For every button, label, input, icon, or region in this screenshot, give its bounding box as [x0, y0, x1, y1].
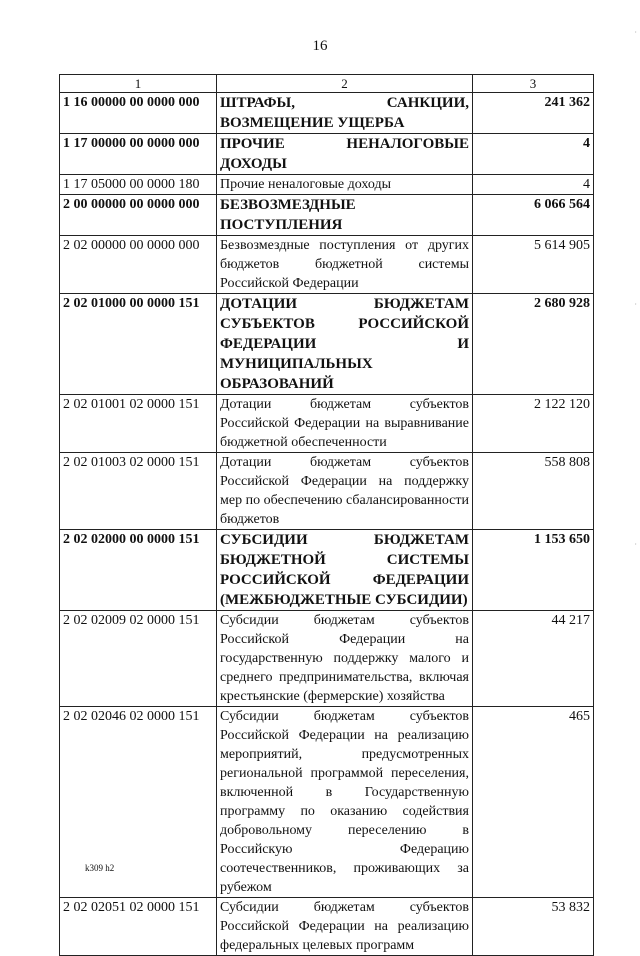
- table-row: [60, 294, 594, 395]
- table-row: [60, 175, 594, 195]
- row-code: 2 02 02051 02 0000 151: [60, 898, 217, 956]
- row-name: Дотации бюджетам субъектов Российской Федерации на поддержку мер по обеспечению сбалансированности бюджетов: [217, 453, 473, 530]
- table-row: [60, 395, 594, 453]
- row-name: Субсидии бюджетам субъектов Российской Федерации на государственную поддержку малого и среднего предпринимательства, включая крестьянские (фермерские) хозяйства: [217, 611, 473, 707]
- row-amount: 44 217: [473, 611, 594, 707]
- row-amount: 4: [473, 175, 594, 195]
- column-header-name: 2: [217, 75, 473, 93]
- row-code: 2 02 00000 00 0000 000: [60, 236, 217, 294]
- margin-mark: ·: [634, 28, 637, 37]
- margin-mark: ·: [634, 540, 637, 549]
- row-amount: 241 362: [473, 93, 594, 134]
- row-amount: 2 680 928: [473, 294, 594, 395]
- row-amount: 2 122 120: [473, 395, 594, 453]
- row-code: 2 02 01001 02 0000 151: [60, 395, 217, 453]
- row-code: 2 02 01000 00 0000 151: [60, 294, 217, 395]
- row-amount: 4: [473, 134, 594, 175]
- row-code: 2 02 01003 02 0000 151: [60, 453, 217, 530]
- row-code: 2 00 00000 00 0000 000: [60, 195, 217, 236]
- column-header-amount: 3: [473, 75, 594, 93]
- table-row: [60, 236, 594, 294]
- budget-table: [59, 74, 594, 956]
- row-name: Субсидии бюджетам субъектов Российской Федерации на реализацию федеральных целевых программ: [217, 898, 473, 956]
- row-name: Дотации бюджетам субъектов Российской Федерации на выравнивание бюджетной обеспеченности: [217, 395, 473, 453]
- row-code: 2 02 02009 02 0000 151: [60, 611, 217, 707]
- table-row: [60, 93, 594, 134]
- table-body: [60, 93, 594, 956]
- margin-mark: ·: [634, 300, 637, 309]
- table-row: [60, 707, 594, 898]
- row-name: БЕЗВОЗМЕЗДНЫЕ ПОСТУПЛЕНИЯ: [217, 195, 473, 236]
- row-name: ШТРАФЫ, САНКЦИИ, ВОЗМЕЩЕНИЕ УЩЕРБА: [217, 93, 473, 134]
- table-header-row: [60, 75, 594, 93]
- row-name: Безвозмездные поступления от других бюджетов бюджетной системы Российской Федерации: [217, 236, 473, 294]
- table-row: [60, 453, 594, 530]
- row-name: Субсидии бюджетам субъектов Российской Федерации на реализацию мероприятий, предусмотренных региональной программой переселения, включенной в Государственную программу по оказанию содействия добровольному переселению в Российскую Федерацию соотечественников, проживающих за рубежом: [217, 707, 473, 898]
- table-row: [60, 611, 594, 707]
- footer-code: k309 h2: [85, 863, 115, 873]
- row-name: СУБСИДИИ БЮДЖЕТАМ БЮДЖЕТНОЙ СИСТЕМЫ РОССИЙСКОЙ ФЕДЕРАЦИИ (МЕЖБЮДЖЕТНЫЕ СУБСИДИИ): [217, 530, 473, 611]
- row-code: 2 02 02046 02 0000 151: [60, 707, 217, 898]
- table-row: [60, 195, 594, 236]
- row-amount: 6 066 564: [473, 195, 594, 236]
- row-amount: 53 832: [473, 898, 594, 956]
- row-amount: 1 153 650: [473, 530, 594, 611]
- row-amount: 558 808: [473, 453, 594, 530]
- row-amount: 465: [473, 707, 594, 898]
- row-code: 2 02 02000 00 0000 151: [60, 530, 217, 611]
- row-name: ДОТАЦИИ БЮДЖЕТАМ СУБЪЕКТОВ РОССИЙСКОЙ ФЕДЕРАЦИИ И МУНИЦИПАЛЬНЫХ ОБРАЗОВАНИЙ: [217, 294, 473, 395]
- table-row: [60, 898, 594, 956]
- table-row: [60, 134, 594, 175]
- row-code: 1 17 05000 00 0000 180: [60, 175, 217, 195]
- row-code: 1 17 00000 00 0000 000: [60, 134, 217, 175]
- row-amount: 5 614 905: [473, 236, 594, 294]
- row-name: Прочие неналоговые доходы: [217, 175, 473, 195]
- row-code: 1 16 00000 00 0000 000: [60, 93, 217, 134]
- page-number: 16: [312, 38, 328, 54]
- table-row: [60, 530, 594, 611]
- column-header-code: 1: [60, 75, 217, 93]
- row-name: ПРОЧИЕ НЕНАЛОГОВЫЕ ДОХОДЫ: [217, 134, 473, 175]
